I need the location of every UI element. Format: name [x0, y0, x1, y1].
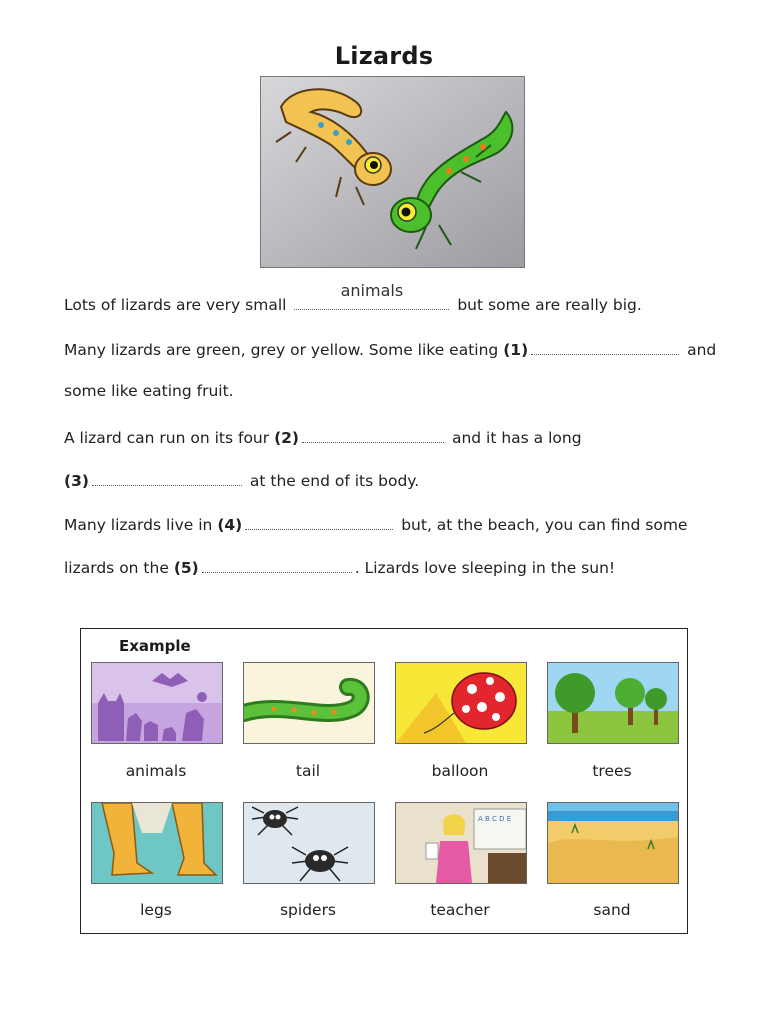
- word-teacher: teacher: [430, 901, 490, 919]
- answer-blank-4[interactable]: [245, 513, 393, 530]
- answer-blank-3[interactable]: [92, 469, 242, 486]
- balloon-picture: [395, 662, 527, 744]
- question-number-5: (5): [173, 559, 199, 577]
- page-title: Lizards: [334, 42, 434, 70]
- passage-line-1: Lots of lizards are very small animals but some are really big.: [64, 281, 642, 314]
- answer-blank-5[interactable]: [202, 556, 352, 573]
- example-answer: animals: [340, 281, 404, 300]
- legs-picture: [91, 802, 223, 884]
- svg-text:A B C D E: A B C D E: [478, 815, 512, 823]
- example-label: Example: [119, 637, 191, 655]
- word-spiders: spiders: [279, 901, 337, 919]
- tail-picture: [243, 662, 375, 744]
- question-number-4: (4): [217, 516, 243, 534]
- lizards-illustration: [260, 76, 525, 268]
- question-number-1: (1): [503, 341, 529, 359]
- answer-blank-2[interactable]: [302, 426, 444, 443]
- word-balloon: balloon: [431, 762, 489, 780]
- passage-line-2: Many lizards are green, grey or yellow. Some like eating (1) and: [64, 338, 716, 359]
- answer-blank-example[interactable]: [294, 281, 449, 310]
- passage-line-5: (3) at the end of its body.: [64, 469, 419, 490]
- trees-picture: [547, 662, 679, 744]
- passage-line-6: Many lizards live in (4) but, at the beach, you can find some: [64, 513, 687, 534]
- word-trees: trees: [592, 762, 632, 780]
- question-number-3: (3): [64, 472, 89, 490]
- passage-line-4: A lizard can run on its four (2) and it has a long: [64, 426, 582, 447]
- animals-picture: [91, 662, 223, 744]
- word-animals: animals: [125, 762, 187, 780]
- spiders-picture: [243, 802, 375, 884]
- passage-line-3: some like eating fruit.: [64, 382, 234, 400]
- sand-picture: [547, 802, 679, 884]
- passage-line-7: lizards on the (5) . Lizards love sleeping in the sun!: [64, 556, 615, 577]
- teacher-picture: [395, 802, 527, 884]
- word-tail: tail: [295, 762, 321, 780]
- question-number-2: (2): [274, 429, 300, 447]
- word-legs: legs: [140, 901, 172, 919]
- word-bank-box: [80, 628, 688, 934]
- word-sand: sand: [593, 901, 631, 919]
- answer-blank-1[interactable]: [531, 338, 679, 355]
